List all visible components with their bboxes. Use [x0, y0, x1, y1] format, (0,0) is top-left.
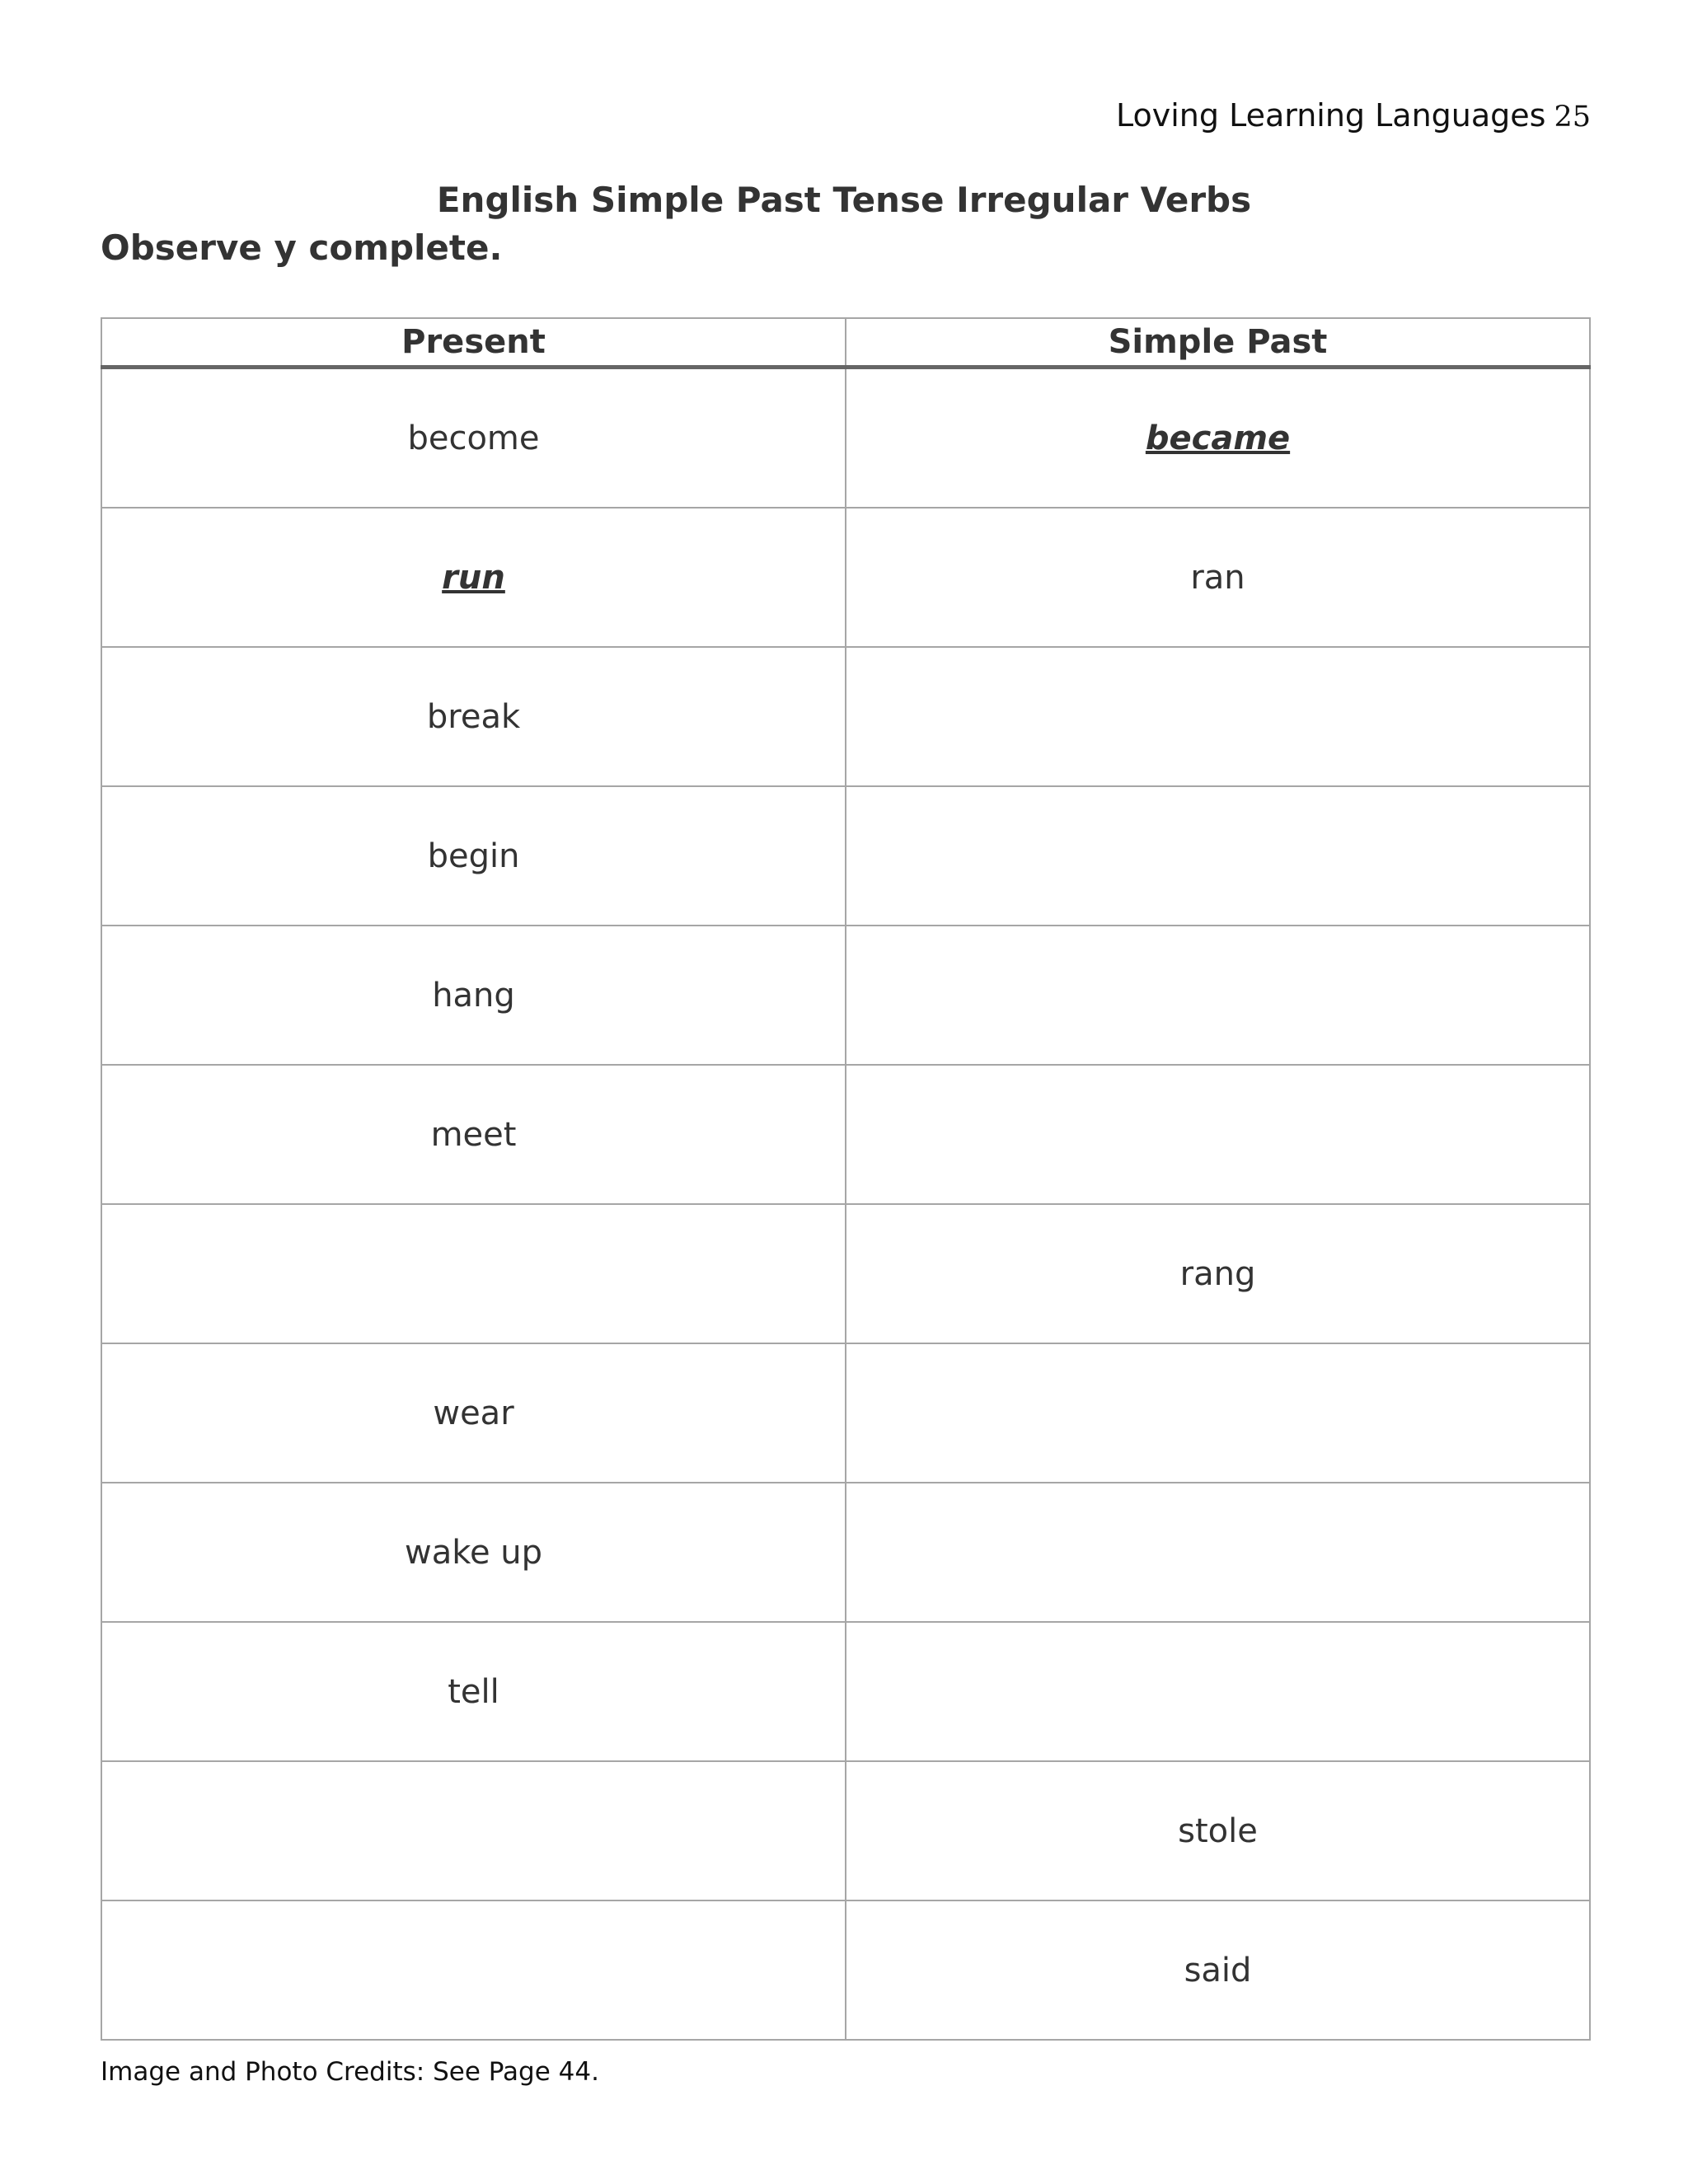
table-row [101, 647, 1590, 786]
image-credits: Image and Photo Credits: See Page 44. [101, 2057, 599, 2087]
column-header-simple-past: Simple Past [846, 318, 1590, 368]
worksheet-title: English Simple Past Tense Irregular Verbs [436, 180, 1252, 220]
past-cell-blank[interactable] [846, 1483, 1590, 1622]
present-cell: wake up [101, 1483, 846, 1622]
table-row [101, 1343, 1590, 1483]
present-cell-blank[interactable] [101, 1761, 846, 1900]
past-cell-blank[interactable] [846, 926, 1590, 1065]
past-cell-blank[interactable] [846, 1622, 1590, 1761]
present-cell: wear [101, 1343, 846, 1483]
present-cell: break [101, 647, 846, 786]
table-row [101, 1204, 1590, 1343]
table-row [101, 786, 1590, 926]
table-row [101, 1761, 1590, 1900]
past-cell-blank[interactable] [846, 786, 1590, 926]
past-cell: stole [846, 1761, 1590, 1900]
past-cell-blank[interactable] [846, 1065, 1590, 1204]
table-row [101, 1483, 1590, 1622]
table-row [101, 1900, 1590, 2040]
past-cell: ran [846, 508, 1590, 647]
column-header-present: Present [101, 318, 846, 368]
table-row [101, 1065, 1590, 1204]
page-number: 25 [1554, 101, 1591, 134]
present-cell: become [101, 368, 846, 509]
present-cell: tell [101, 1622, 846, 1761]
past-cell-example: became [846, 368, 1590, 509]
present-cell-blank[interactable] [101, 1204, 846, 1343]
past-cell: said [846, 1900, 1590, 2040]
table-header-row [101, 318, 1590, 368]
past-cell: rang [846, 1204, 1590, 1343]
present-cell: meet [101, 1065, 846, 1204]
worksheet-instruction: Observe y complete. [101, 227, 503, 268]
table-row [101, 1622, 1590, 1761]
verb-table [101, 317, 1591, 2041]
present-cell: hang [101, 926, 846, 1065]
present-cell: begin [101, 786, 846, 926]
page-header [907, 97, 1591, 134]
series-name: Loving Learning Languages [1115, 97, 1546, 134]
table-row [101, 508, 1590, 647]
past-cell-blank[interactable] [846, 647, 1590, 786]
table-row [101, 926, 1590, 1065]
past-cell-blank[interactable] [846, 1343, 1590, 1483]
present-cell-example: run [101, 508, 846, 647]
present-cell-blank[interactable] [101, 1900, 846, 2040]
table-row [101, 368, 1590, 509]
